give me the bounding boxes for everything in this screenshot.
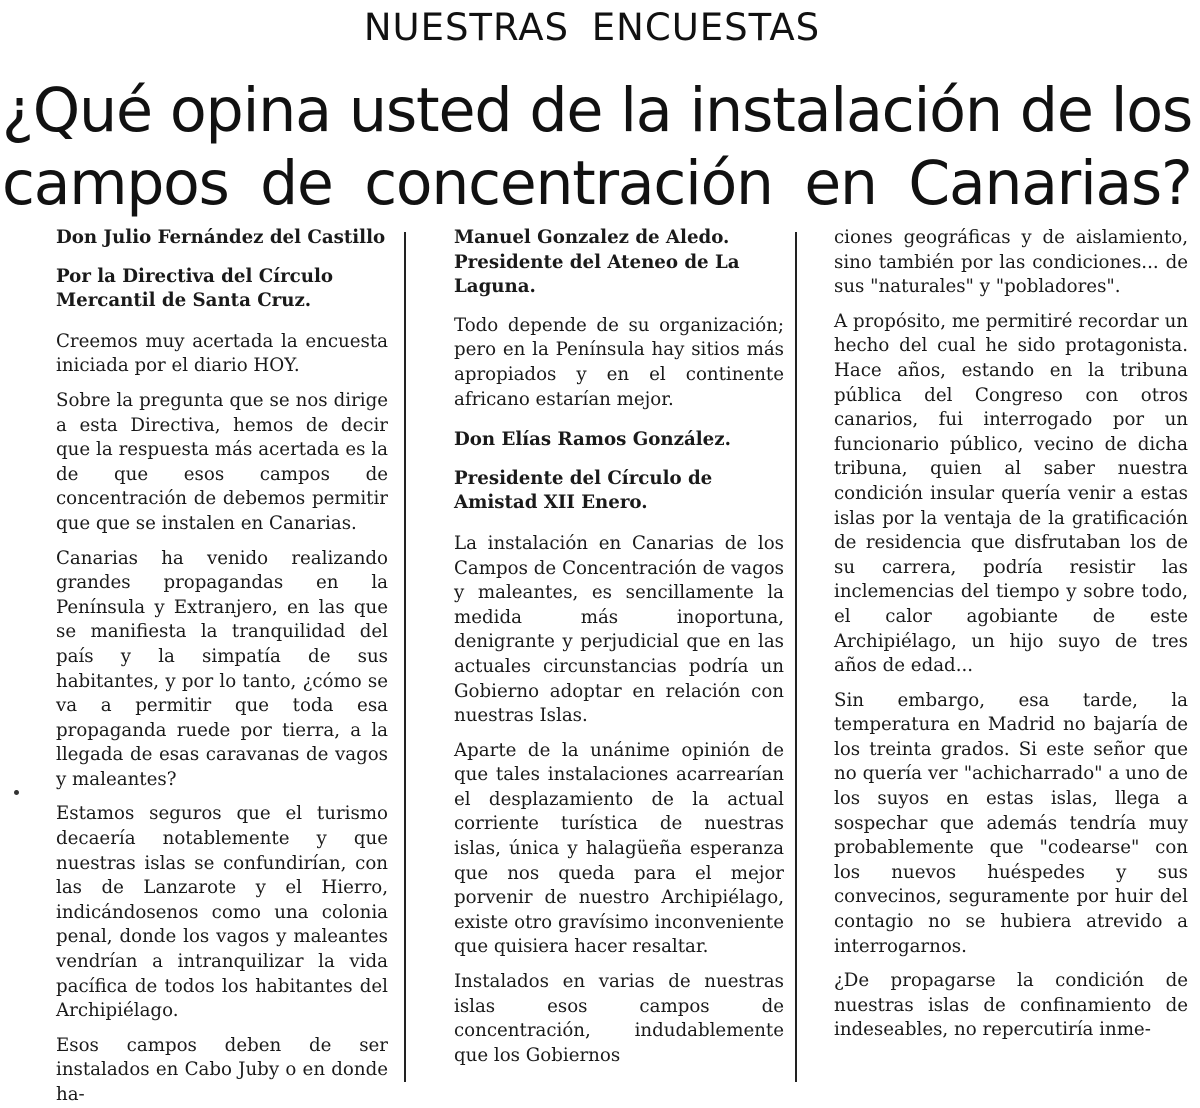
paragraph: La instalación en Canarias de los Campos de Concentración de vagos y maleantes, es sencillamente la medida más inoportuna, denigrante y perjudicial que en las actuales circunstancias podría un Gobierno adoptar en relación con nuestras Islas. [454, 532, 784, 727]
paragraph: Canarias ha venido realizando grandes propagandas en la Península y Extranjero, en las que se manifiesta la tranquilidad del país y la simpatía de sus habitantes, y por lo tanto, ¿cómo se va a permitir que toda esa propaganda ruede por tierra, a la llegada de esas caravanas de vagos y maleantes? [56, 547, 388, 790]
respondent-name: Don Elías Ramos González. [454, 429, 731, 451]
headline-line-1: ¿Qué opina usted de la instalación de los [2, 75, 1193, 146]
paragraph: ciones geográficas y de aislamiento, sino también por las condiciones... de sus "naturales" y "pobladores". [834, 227, 1188, 298]
column-rule-right [795, 232, 797, 1082]
paragraph: Creemos muy acertada la encuesta iniciada por el diario HOY. [56, 330, 388, 377]
respondent-affiliation: Por la Directiva del Círculo Mercantil de Santa Cruz. [56, 265, 333, 312]
column-2 [454, 226, 784, 1086]
section-kicker: NUESTRAS ENCUESTAS [363, 6, 821, 49]
headline [2, 74, 1198, 220]
headline-line-2: campos de concentración en Canarias? [2, 148, 1192, 219]
paragraph: ¿De propagarse la condición de nuestras islas de confinamiento de indeseables, no repercutiría inme- [834, 970, 1188, 1041]
paragraph: Sin embargo, esa tarde, la temperatura en Madrid no bajaría de los treinta grados. Si este señor que no quería ver "achicharrado" a uno de los suyos en estas islas, llega a sospechar que además tendría muy probablemente que "codearse" con los nuevos huéspedes y sus convecinos, seguramente por huir del contagio no se hubiera atrevido a interrogarnos. [834, 689, 1188, 957]
paragraph: Estamos seguros que el turismo decaería notablemente y que nuestras islas se confundirían, con las de Lanzarote y el Hierro, indicándosenos como una colonia penal, donde los vagos y maleantes vendrían a intranquilizar la vida pacífica de todos los habitantes del Archipiélago. [56, 803, 388, 1022]
print-speck [14, 790, 19, 795]
paragraph: Aparte de la unánime opinión de que tales instalaciones acarrearían el desplazamiento de la actual corriente turística de nuestras islas, única y halagüeña esperanza que nos queda para el mejor porvenir de nuestro Archipiélago, existe otro gravísimo inconveniente que quisiera hacer resaltar. [454, 739, 784, 958]
respondent-affiliation: Presidente del Círculo de Amistad XII Enero. [454, 467, 713, 514]
paragraph: Instalados en varias de nuestras islas esos campos de concentración, indudablemente que los Gobiernos [454, 971, 784, 1066]
respondent-name: Manuel Gonzalez de Aledo. Presidente del Ateneo de La Laguna. [454, 227, 740, 298]
paragraph: A propósito, me permitiré recordar un hecho del cual he sido protagonista. Hace años, estando en la tribuna pública del Congreso con otros canarios, fui interrogado por un funcionario público, vecino de dicha tribuna, quien al saber nuestra condición insular quería venir a estas islas por la ventaja de la gratificación de residencia que disfrutaban los de su carrera, podría resistir las inclemencias del tiempo y sobre todo, el calor agobiante de este Archipiélago, un hijo suyo de tres años de edad... [834, 310, 1188, 677]
paragraph: Todo depende de su organización; pero en la Península hay sitios más apropiados y en el continente africano estarían mejor. [454, 314, 784, 410]
paragraph: Esos campos deben de ser instalados en Cabo Juby o en donde ha- [56, 1034, 388, 1105]
respondent-name: Don Julio Fernández del Castillo [56, 227, 386, 248]
column-3 [834, 226, 1188, 1086]
paragraph: Sobre la pregunta que se nos dirige a esta Directiva, hemos de decir que la respuesta más acertada es la de que esos campos de concentración de debemos permitir que que se instalen en Canarias. [56, 389, 388, 534]
column-1 [56, 226, 388, 1105]
column-rule-left [404, 232, 406, 1082]
